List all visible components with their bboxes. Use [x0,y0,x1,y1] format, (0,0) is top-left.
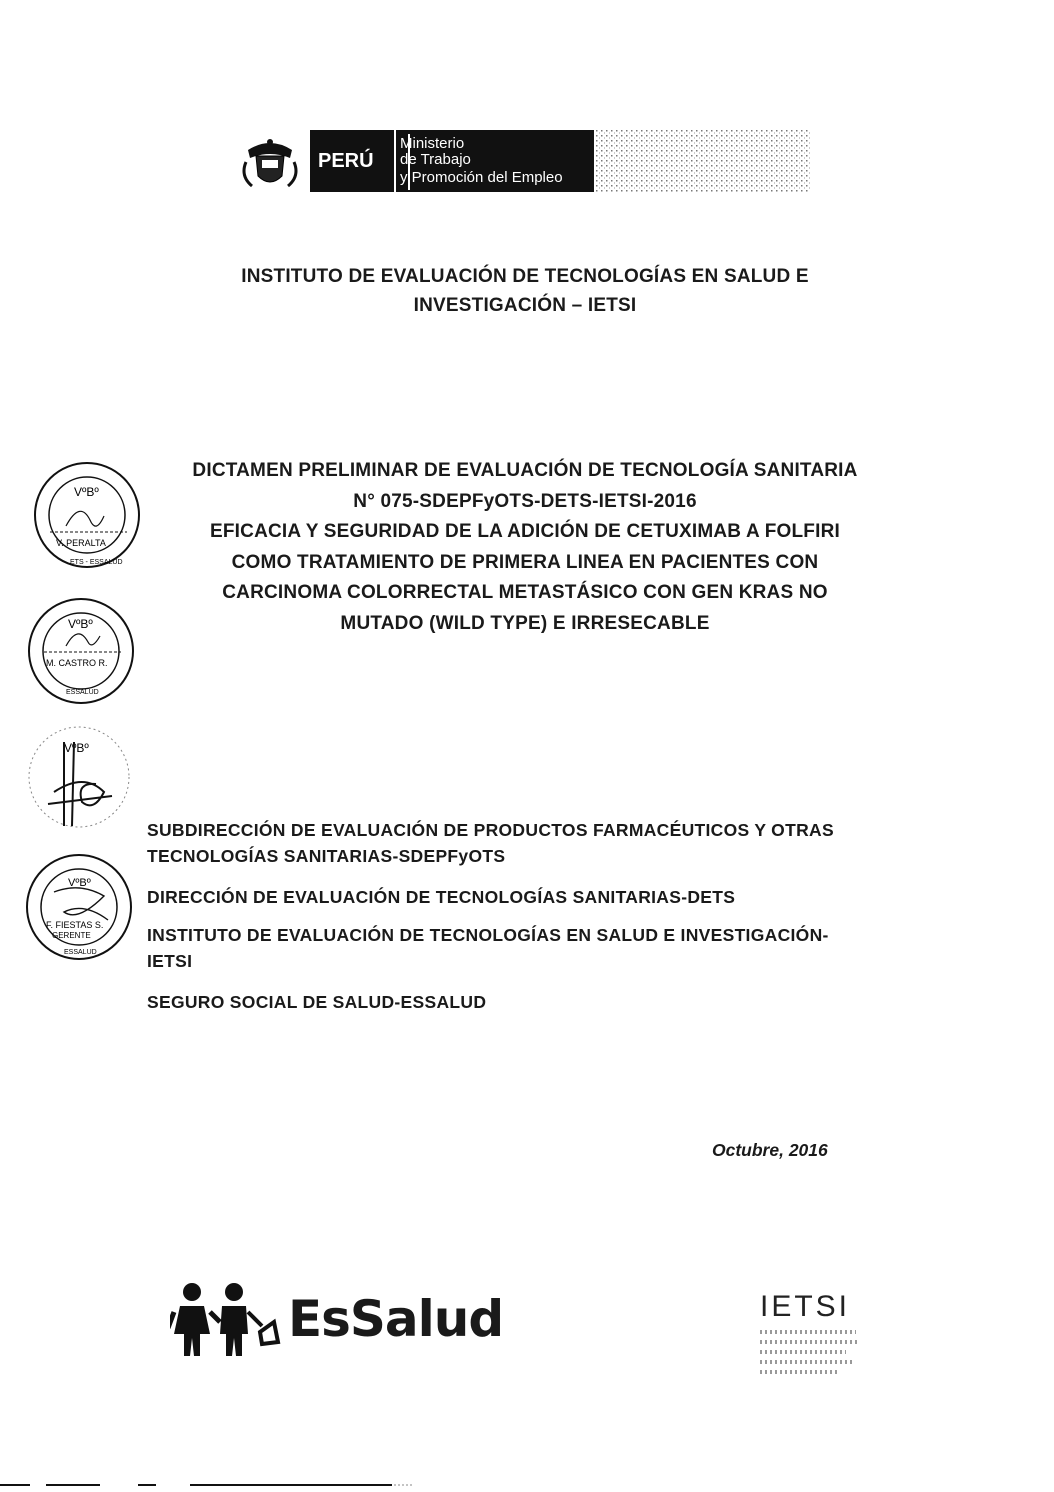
organization-direccion [147,884,937,910]
organization-line: IETSI [147,951,193,971]
ministry-label-block [396,130,594,192]
peru-label-block [310,130,394,192]
organization-line: DIRECCIÓN DE EVALUACIÓN DE TECNOLOGÍAS SANITARIAS-DETS [147,887,736,907]
seal-signer-name: F. FIESTAS S. [46,920,104,930]
seal-vb-text: VºBº [64,741,89,755]
seal-vb-text: VºBº [68,617,93,631]
dictamen-line-5: CARCINOMA COLORRECTAL METASTÁSICO CON GEN KRAS NO [222,582,828,603]
ietsi-subtitle-line [760,1360,852,1364]
ietsi-wordmark: IETSI [760,1290,851,1323]
dictamen-line-4: COMO TRATAMIENTO DE PRIMERA LINEA EN PACIENTES CON [231,551,819,573]
approval-seal-stamp [32,460,142,570]
seal-signer-name: M. CASTRO R. [46,658,108,668]
organization-seguro-social [147,989,937,1015]
approval-seal-signature [24,722,134,832]
organization-line: SEGURO SOCIAL DE SALUD-ESSALUD [147,992,487,1012]
seal-signer-name: V. PERALTA [56,538,106,548]
scan-noise-pattern [596,130,810,192]
dictamen-title [140,456,910,639]
seal-signer-role: GERENTE [52,931,91,940]
essalud-wordmark: EsSalud [288,1290,504,1348]
seal-footer: ESSALUD [66,689,99,696]
approval-seal-stamp [24,852,134,962]
ietsi-subtitle-line [760,1350,846,1354]
institute-title-line-1: INSTITUTO DE EVALUACIÓN DE TECNOLOGÍAS EN SALUD E [241,266,809,287]
ietsi-subtitle-line [760,1340,860,1344]
dictamen-line-2: N° 075-SDEPFyOTS-DETS-IETSI-2016 [353,490,697,512]
institute-title [120,262,930,320]
organization-subdireccion [147,817,937,869]
approval-seal-stamp [26,596,136,706]
organization-instituto [147,922,937,974]
organization-line: TECNOLOGÍAS SANITARIAS-SDEPFyOTS [147,846,506,866]
dictamen-line-1: DICTAMEN PRELIMINAR DE EVALUACIÓN DE TECNOLOGÍA SANITARIA [192,460,858,481]
peru-coat-of-arms-icon [240,132,300,194]
country-label: PERÚ [318,150,374,172]
organization-line: SUBDIRECCIÓN DE EVALUACIÓN DE PRODUCTOS FARMACÉUTICOS Y OTRAS [147,820,834,840]
institute-title-line-2: INVESTIGACIÓN – IETSI [413,295,637,316]
ietsi-subtitle-line [760,1370,840,1374]
ministry-line-3: y Promoción del Empleo [400,169,563,186]
ietsi-logo [760,1290,870,1382]
organization-line: INSTITUTO DE EVALUACIÓN DE TECNOLOGÍAS EN SALUD E INVESTIGACIÓN- [147,925,829,945]
seal-footer: ESSALUD [64,949,97,956]
ministry-line-2: de Trabajo [400,151,471,168]
dictamen-line-3: EFICACIA Y SEGURIDAD DE LA ADICIÓN DE CETUXIMAB A FOLFIRI [210,521,840,542]
ietsi-subtitle-line [760,1330,856,1334]
scan-edge-lines [0,1482,420,1488]
essalud-logo [170,1276,504,1362]
ministry-line-1: Ministerio [400,135,465,152]
essalud-figures-icon [170,1282,282,1358]
dictamen-line-6: MUTADO (WILD TYPE) E IRRESECABLE [340,612,710,634]
seal-vb-text: VºBº [74,485,99,499]
document-date: Octubre, 2016 [712,1140,828,1160]
seal-footer: ETS - ESSALUD [70,559,123,566]
government-header-logo [240,126,812,196]
seal-vb-text: VºBº [68,877,91,889]
